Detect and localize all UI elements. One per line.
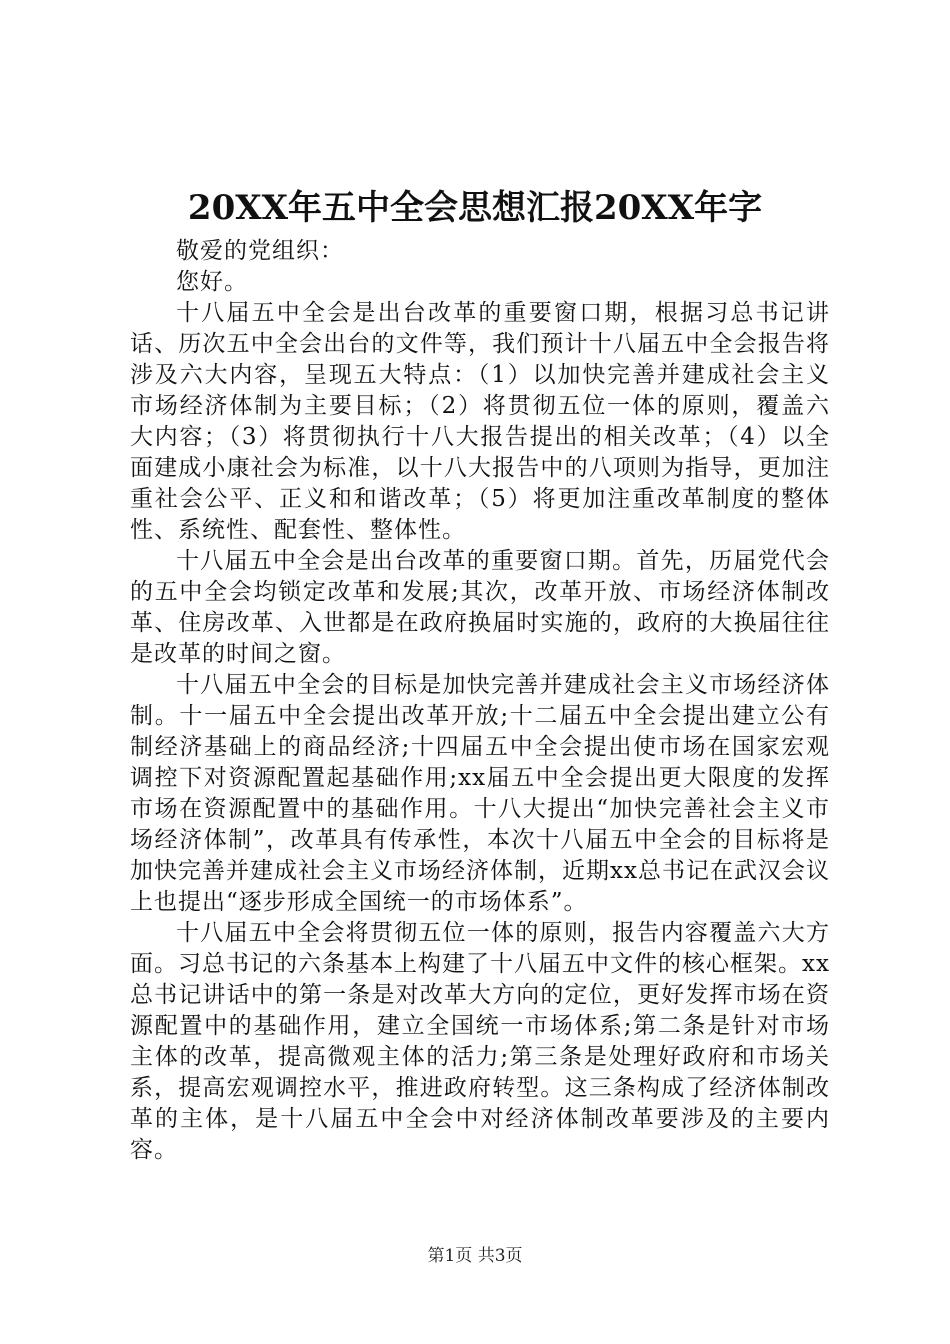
paragraph: 十八届五中全会是出台改革的重要窗口期，根据习总书记讲话、历次五中全会出台的文件等，我们预计十八届五中全会报告将涉及六大内容，呈现五大特点：（1）以加快完善并建成社会主义市场经济体制为主要目标；（2）将贯彻五位一体的原则，覆盖六大内容；（3）将贯彻执行十八大报告提出的相关改革；（4）以全面建成小康社会为标准，以十八大报告中的八项则为指导，更加注重社会公平、正义和和谐改革；（5）将更加注重改革制度的整体性、系统性、配套性、整体性。 bbox=[130, 300, 830, 543]
document-body bbox=[130, 236, 830, 1166]
paragraph: 十八届五中全会是出台改革的重要窗口期。首先，历届党代会的五中全会均锁定改革和发展;其次，改革开放、市场经济体制改革、住房改革、入世都是在政府换届时实施的，政府的大换届往往是改革的时间之窗。 bbox=[130, 548, 830, 667]
greeting: 您好。 bbox=[176, 269, 248, 295]
paragraph: 十八届五中全会的目标是加快完善并建成社会主义市场经济体制。十一届五中全会提出改革开放;十二届五中全会提出建立公有制经济基础上的商品经济;十四届五中全会提出使市场在国家宏观调控下对资源配置起基础作用;xx届五中全会提出更大限度的发挥市场在资源配置中的基础作用。十八大提出“加快完善社会主义市场经济体制”，改革具有传承性，本次十八届五中全会的目标将是加快完善并建成社会主义市场经济体制，近期xx总书记在武汉会议上也提出“逐步形成全国统一的市场体系”。 bbox=[130, 672, 830, 915]
page-number: 第1页 共3页 bbox=[427, 1246, 523, 1266]
paragraph: 十八届五中全会将贯彻五位一体的原则，报告内容覆盖六大方面。习总书记的六条基本上构建了十八届五中文件的核心框架。xx总书记讲话中的第一条是对改革大方向的定位，更好发挥市场在资源配置中的基础作用，建立全国统一市场体系;第二条是针对市场主体的改革，提高微观主体的活力;第三条是处理好政府和市场关系，提高宏观调控水平，推进政府转型。这三条构成了经济体制改革的主体，是十八届五中全会中对经济体制改革要涉及的主要内容。 bbox=[130, 920, 830, 1163]
document-title: 20XX年五中全会思想汇报20XX年字 bbox=[187, 188, 763, 228]
salutation: 敬爱的党组织： bbox=[176, 238, 344, 264]
